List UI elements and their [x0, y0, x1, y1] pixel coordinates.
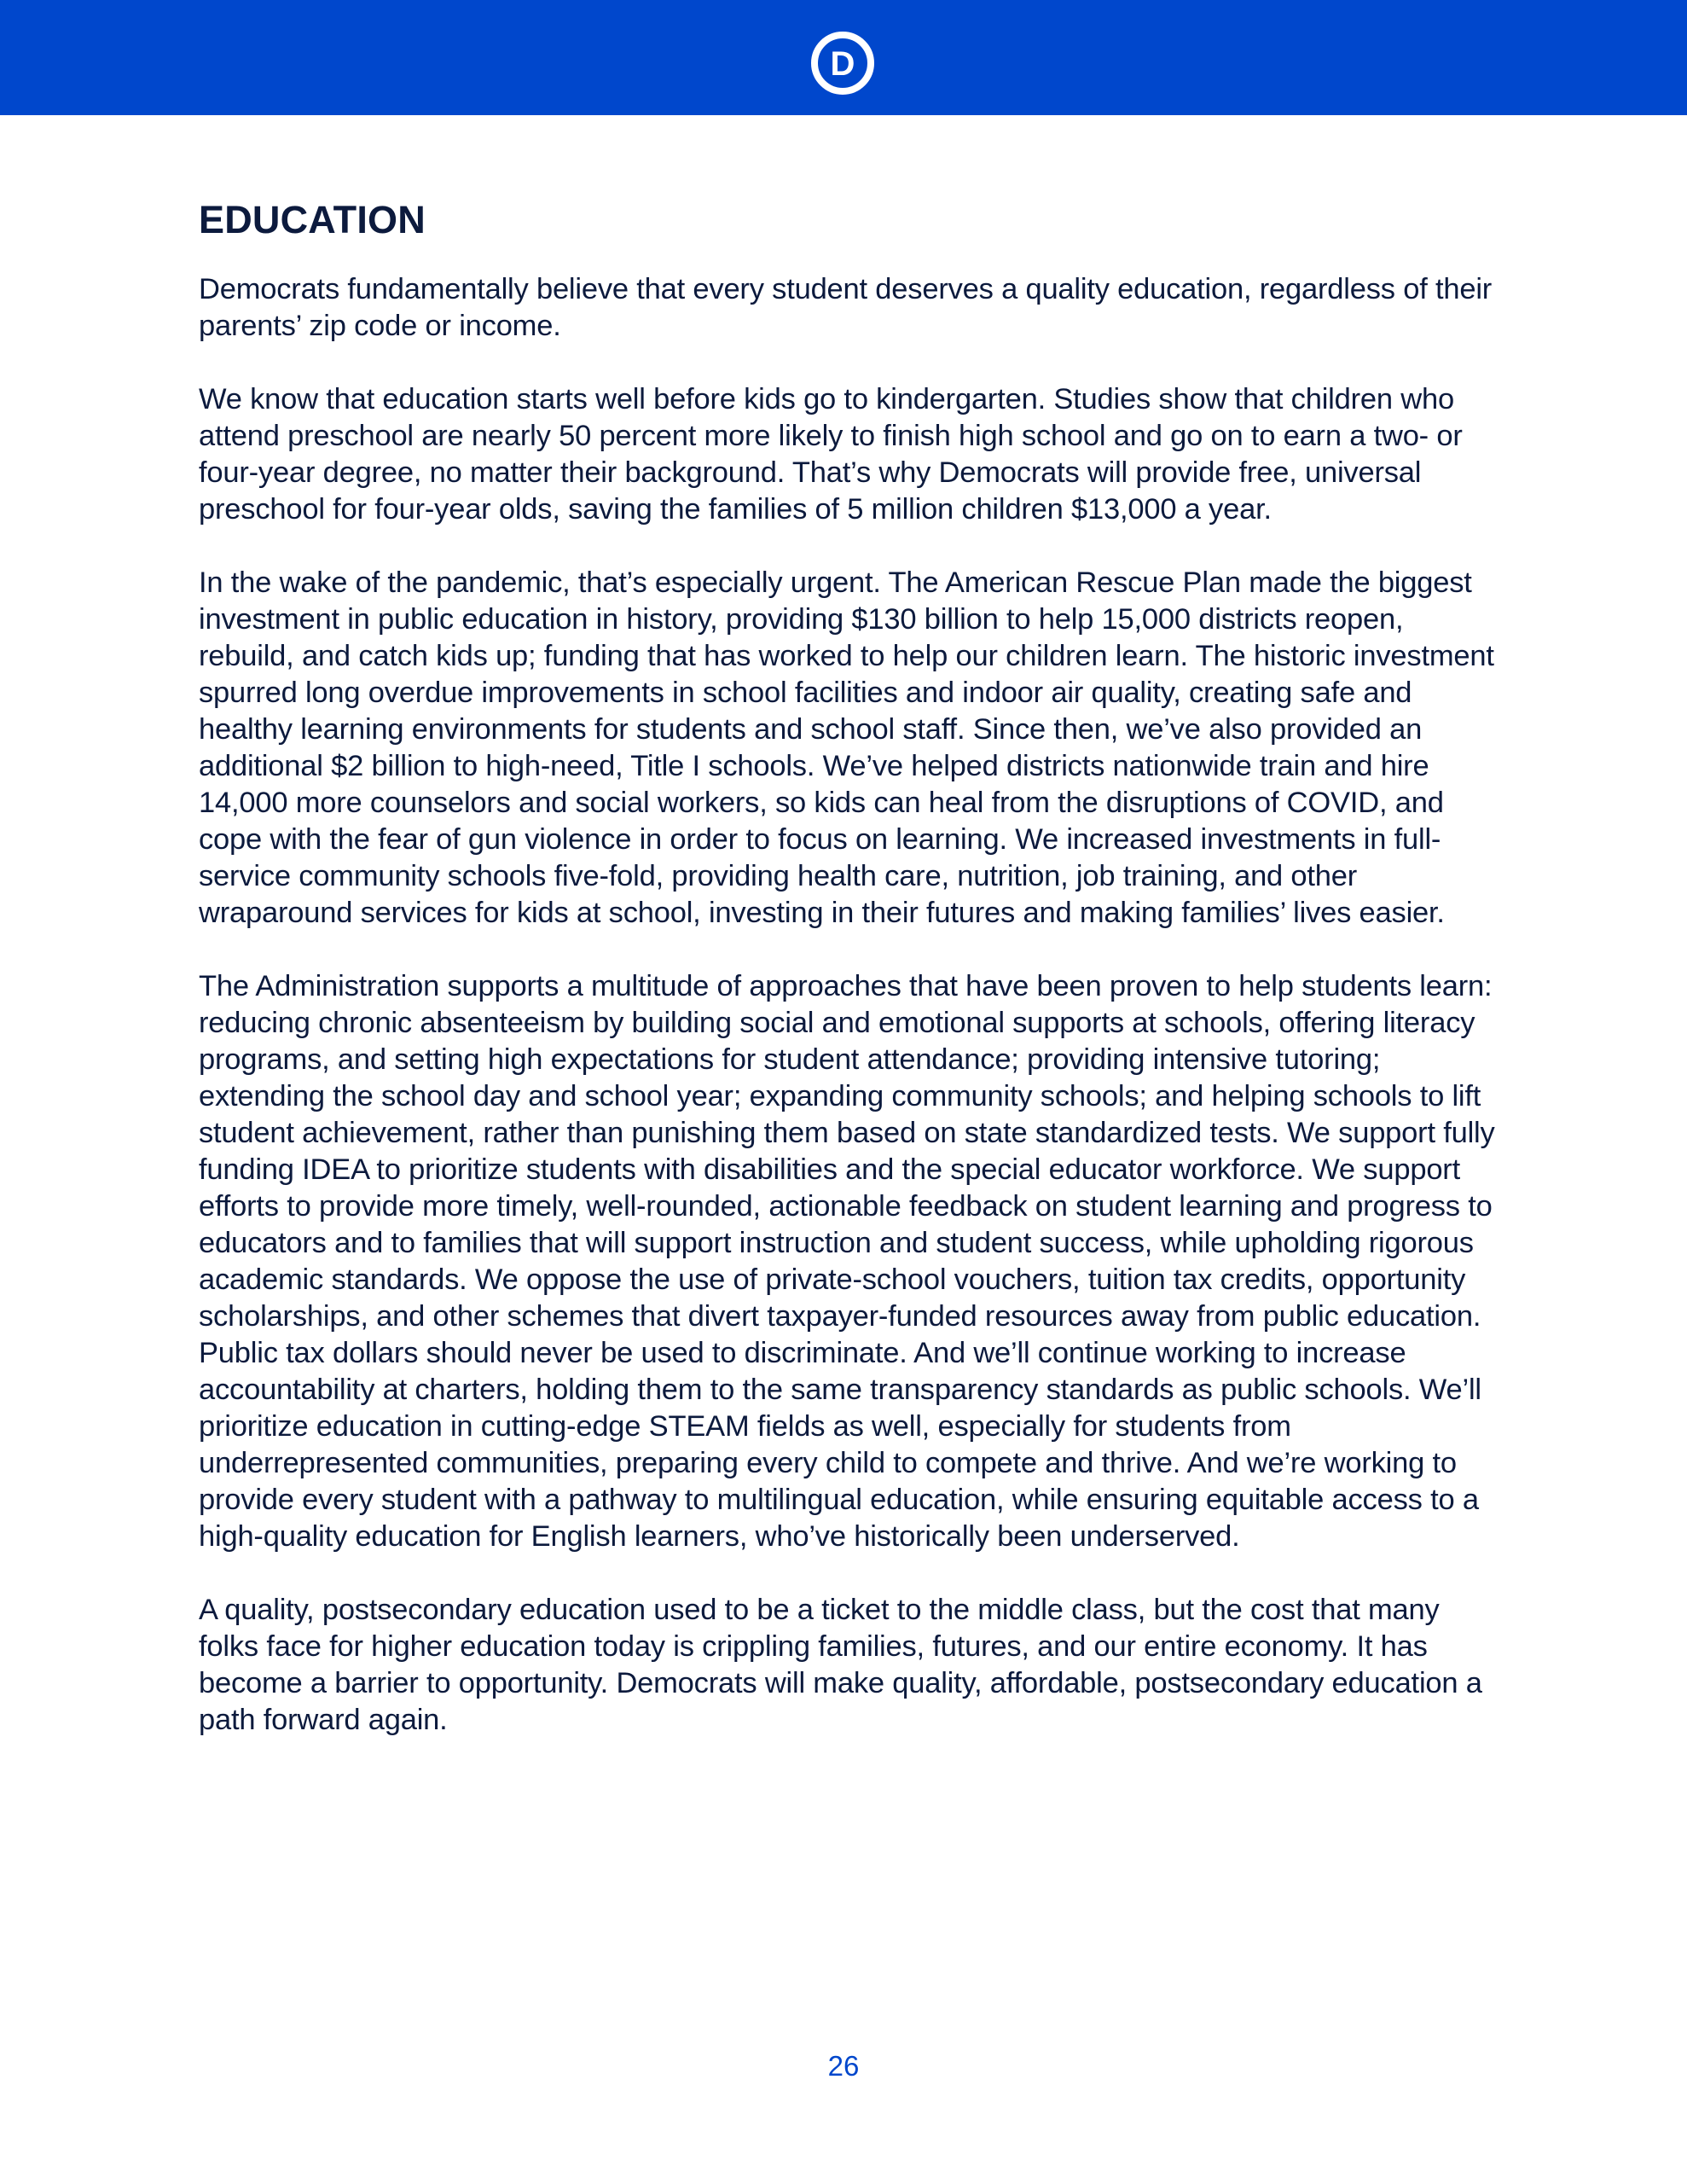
header-bar	[0, 0, 1687, 115]
logo-letter: D	[830, 45, 855, 83]
paragraph-postsecondary: A quality, postsecondary education used to be a ticket to the middle class, but the cost that many folks face for higher education today is crippling families, futures, and our entire economy. It has become a barrier to opportunity. Democrats will make quality, affordable, postsecondary education a path forward again.	[199, 1594, 1482, 1736]
section-title: EDUCATION	[199, 198, 426, 241]
party-logo-icon	[810, 31, 875, 96]
document-body	[199, 195, 1495, 1775]
paragraph-approaches: The Administration supports a multitude of approaches that have been proven to help students learn: reducing chronic absenteeism by building social and emotional supports at schools, offering literacy programs, and setting high expectations for student attendance; providing intensive tutoring; extending the school day and school year; expanding community schools; and helping schools to lift student achievement, rather than punishing them based on state standardized tests. We support fully funding IDEA to prioritize students with disabilities and the special educator workforce. We support efforts to provide more timely, well-rounded, actionable feedback on student learning and progress to educators and to families that will support instruction and student success, while upholding rigorous academic standards. We oppose the use of private-school vouchers, tuition tax credits, opportunity scholarships, and other schemes that divert taxpayer-funded resources away from public education. Public tax dollars should never be used to discriminate. And we’ll continue working to increase accountability at charters, holding them to the same transparency standards as public schools. We’ll prioritize education in cutting-edge STEAM fields as well, especially for students from underrepresented communities, preparing every child to compete and thrive. And we’re working to provide every student with a pathway to multilingual education, while ensuring equitable access to a high-quality education for English learners, who’ve historically been underserved.	[199, 970, 1495, 1553]
paragraph-intro: Democrats fundamentally believe that every student deserves a quality education, regardless of their parents’ zip code or income.	[199, 273, 1493, 342]
paragraph-pandemic: In the wake of the pandemic, that’s especially urgent. The American Rescue Plan made the biggest investment in public education in history, providing $130 billion to help 15,000 districts reopen, rebuild, and catch kids up; funding that has worked to help our children learn. The historic investment spurred long overdue improvements in school facilities and indoor air quality, creating safe and healthy learning environments for students and school staff. Since then, we’ve also provided an additional $2 billion to high-need, Title I schools. We’ve helped districts nationwide train and hire 14,000 more counselors and social workers, so kids can heal from the disruptions of COVID, and cope with the fear of gun violence in order to focus on learning. We increased investments in full-service community schools five-fold, providing health care, nutrition, job training, and other wraparound services for kids at school, investing in their futures and making families’ lives easier.	[199, 566, 1494, 929]
page-number: 26	[827, 2050, 860, 2082]
paragraph-preschool: We know that education starts well before kids go to kindergarten. Studies show that children who attend preschool are nearly 50 percent more likely to finish high school and go on to earn a two- or four-year degree, no matter their background. That’s why Democrats will provide free, universal preschool for four-year olds, saving the families of 5 million children $13,000 a year.	[199, 383, 1463, 526]
